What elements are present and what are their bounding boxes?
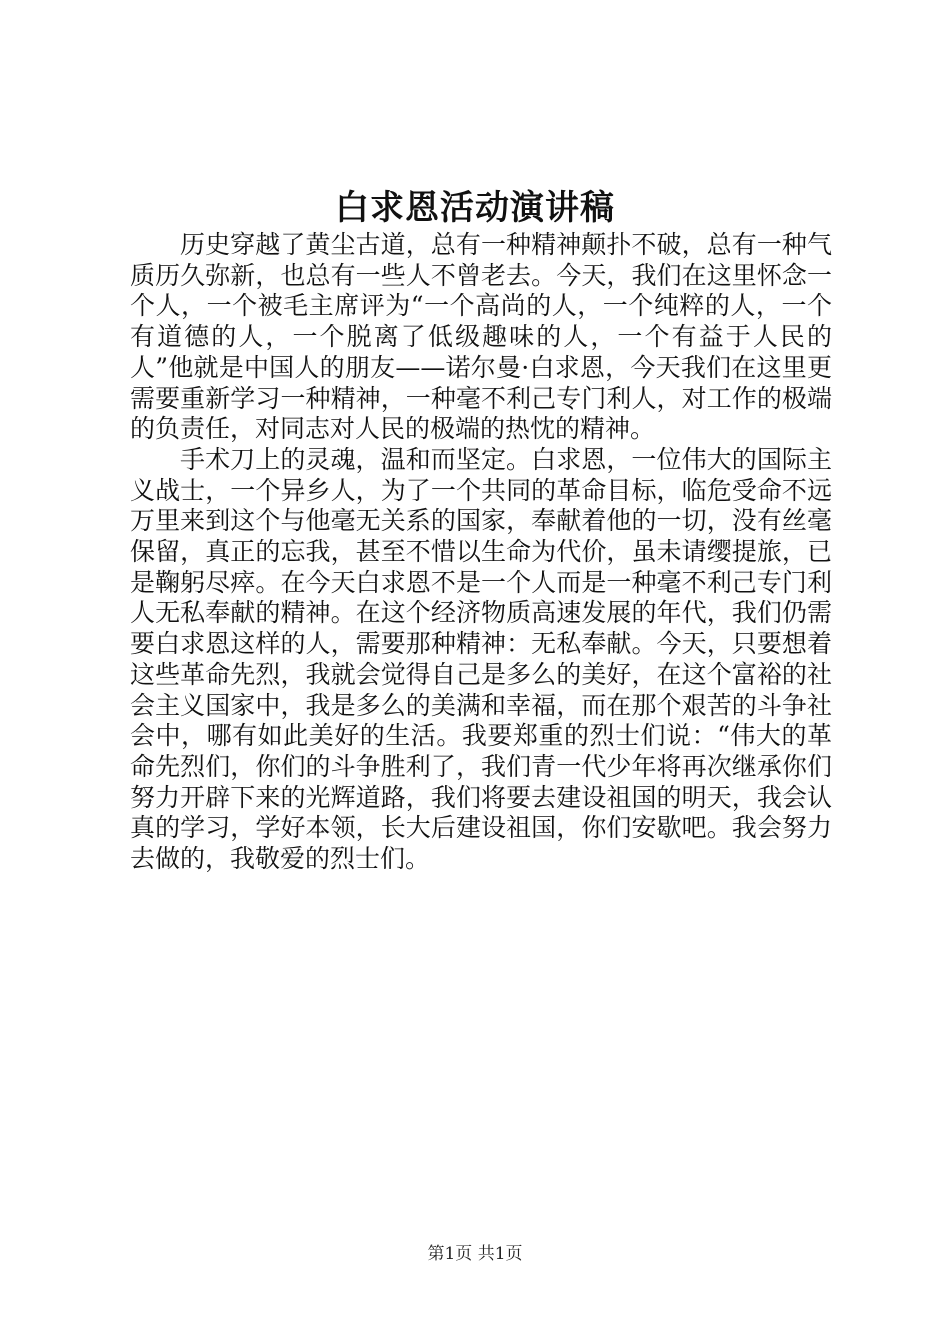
page-number-footer: 第1页 共1页 bbox=[427, 1244, 523, 1264]
page-title: 白求恩活动演讲稿 bbox=[335, 188, 615, 228]
paragraph-2: 手术刀上的灵魂，温和而坚定。白求恩，一位伟大的国际主义战士，一个异乡人，为了一个共同的革命目标，临危受命不远万里来到这个与他毫无关系的国家，奉献着他的一切，没有丝毫保留，真正的忘我，甚至不惜以生命为代价，虽未请缨提旅，已是鞠躬尽瘁。在今天白求恩不是一个人而是一种毫不利己专门利人无私奉献的精神。在这个经济物质高速发展的年代，我们仍需要白求恩这样的人，需要那种精神：无私奉献。今天，只要想着这些革命先烈，我就会觉得自己是多么的美好，在这个富裕的社会主义国家中，我是多么的美满和幸福，而在那个艰苦的斗争社会中，哪有如此美好的生活。我要郑重的烈士们说：“伟大的革命先烈们，你们的斗争胜利了，我们青一代少年将再次继承你们努力开辟下来的光辉道路，我们将要去建设祖国的明天，我会认真的学习，学好本领，长大后建设祖国，你们安歇吧。我会努力去做的，我敬爱的烈士们。 bbox=[130, 444, 832, 874]
document-body bbox=[130, 230, 832, 875]
paragraph-1: 历史穿越了黄尘古道，总有一种精神颠扑不破，总有一种气质历久弥新，也总有一些人不曾老去。今天，我们在这里怀念一个人，一个被毛主席评为“一个高尚的人，一个纯粹的人，一个有道德的人，一个脱离了低级趣味的人，一个有益于人民的人”他就是中国人的朋友——诺尔曼·白求恩，今天我们在这里更需要重新学习一种精神，一种毫不利己专门利人，对工作的极端的负责任，对同志对人民的极端的热忱的精神。 bbox=[130, 230, 832, 444]
